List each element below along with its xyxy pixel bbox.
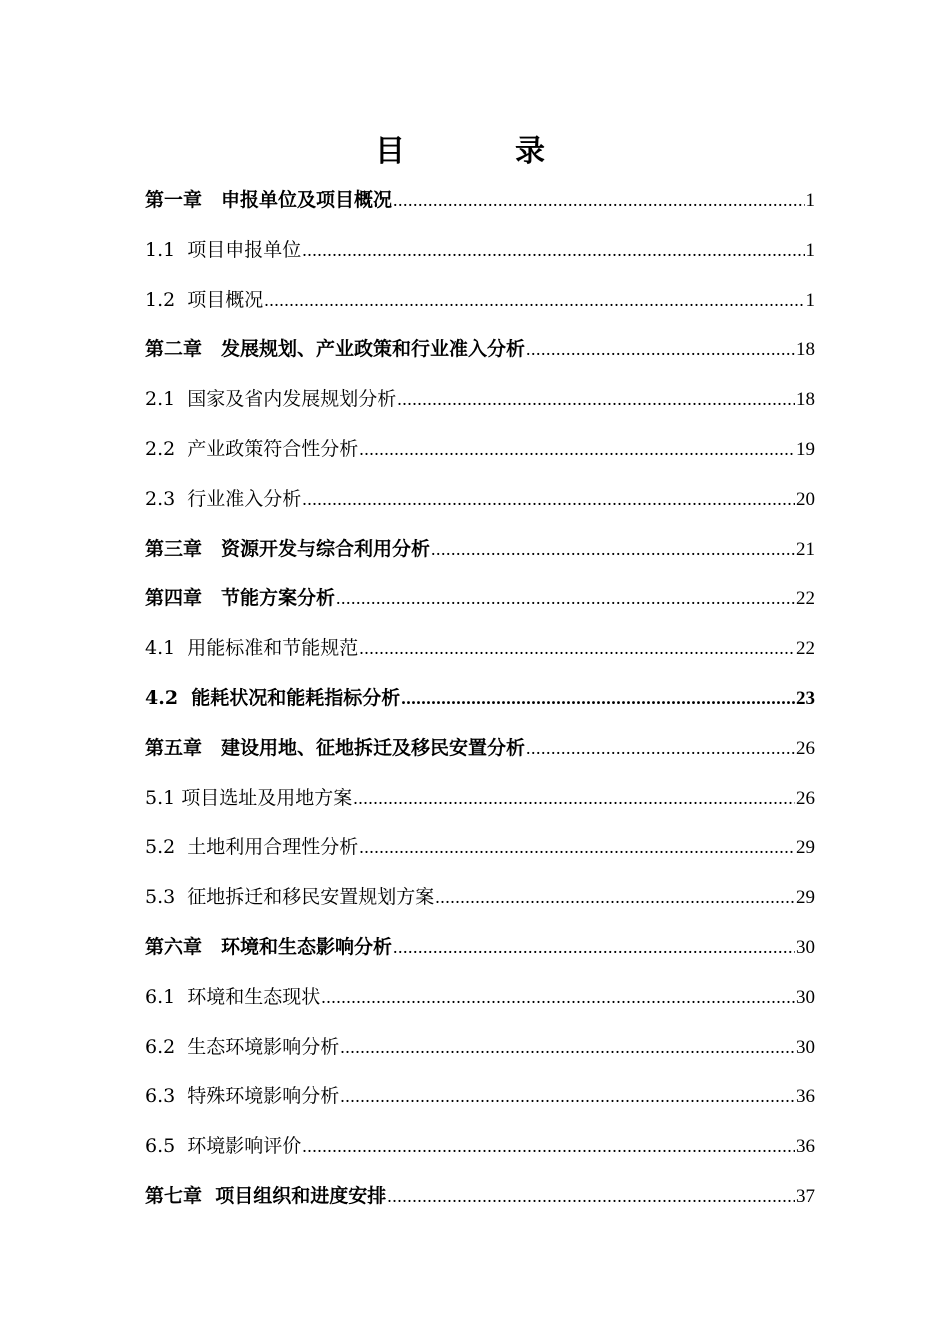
toc-entry-page: 26	[796, 737, 815, 759]
toc-leader-dots	[321, 974, 795, 1020]
toc-leader-dots	[393, 924, 795, 970]
toc-entry[interactable]	[145, 326, 815, 376]
toc-entry-page: 37	[796, 1185, 815, 1207]
toc-entry[interactable]	[145, 426, 815, 476]
toc-entry-label: 6.3 特殊环境影响分析	[145, 1085, 340, 1108]
toc-leader-dots	[302, 476, 795, 522]
toc-entry-page: 23	[796, 687, 815, 709]
toc-leader-dots	[401, 675, 795, 721]
toc-entry-page: 22	[796, 638, 815, 660]
toc-entry[interactable]	[145, 1024, 815, 1074]
toc-entry[interactable]	[145, 277, 815, 327]
toc-entry-page: 1	[805, 190, 815, 211]
toc-entry[interactable]	[145, 1073, 815, 1123]
toc-leader-dots	[302, 227, 804, 273]
toc-entry-label: 4.2 能耗状况和能耗指标分析	[145, 686, 401, 709]
toc-leader-dots	[340, 1073, 795, 1119]
toc-entry-page: 1	[805, 239, 815, 261]
toc-entry-page: 36	[796, 1086, 815, 1108]
toc-entry[interactable]	[145, 824, 815, 874]
toc-leader-dots	[302, 1123, 795, 1169]
toc-entry[interactable]	[145, 625, 815, 675]
toc-entry[interactable]	[145, 874, 815, 924]
toc-entry-label: 4.1 用能标准和节能规范	[145, 637, 359, 660]
toc-leader-dots	[387, 1173, 795, 1219]
toc-entry-page: 22	[796, 588, 815, 610]
toc-entry-page: 30	[796, 1036, 815, 1058]
toc-entry-page: 18	[796, 389, 815, 411]
toc-entry-label: 第二章 发展规划、产业政策和行业准入分析	[145, 338, 526, 361]
toc-entry-label: 6.2 生态环境影响分析	[145, 1035, 340, 1058]
toc-entry[interactable]	[145, 227, 815, 277]
toc-entry-label: 第四章 节能方案分析	[145, 587, 336, 610]
toc-entry[interactable]	[145, 526, 815, 576]
toc-entry-label: 第三章 资源开发与综合利用分析	[145, 537, 431, 560]
toc-entry-page: 1	[805, 289, 815, 311]
toc-entry-page: 36	[796, 1136, 815, 1158]
toc-entry-page: 30	[796, 936, 815, 958]
toc-entry-label: 第五章 建设用地、征地拆迁及移民安置分析	[145, 736, 526, 759]
toc-leader-dots	[353, 775, 795, 821]
toc-list	[145, 177, 815, 1223]
toc-leader-dots	[526, 326, 795, 372]
toc-entry-label: 第一章 申报单位及项目概况	[145, 189, 393, 211]
toc-entry-page: 30	[796, 986, 815, 1008]
toc-entry-label: 2.1 国家及省内发展规划分析	[145, 388, 397, 411]
toc-leader-dots	[431, 526, 795, 572]
toc-entry[interactable]	[145, 376, 815, 426]
toc-leader-dots	[359, 625, 795, 671]
toc-entry-label: 5.1 项目选址及用地方案	[145, 786, 353, 809]
toc-entry[interactable]	[145, 1123, 815, 1173]
toc-entry[interactable]	[145, 476, 815, 526]
toc-leader-dots	[340, 1024, 795, 1070]
toc-entry-page: 19	[796, 438, 815, 460]
toc-entry[interactable]	[145, 1173, 815, 1223]
toc-entry-label: 1.2 项目概况	[145, 288, 264, 311]
toc-entry-label: 2.3 行业准入分析	[145, 487, 302, 510]
toc-leader-dots	[397, 376, 795, 422]
toc-entry-page: 29	[796, 837, 815, 859]
toc-entry[interactable]	[145, 974, 815, 1024]
toc-leader-dots	[526, 725, 795, 771]
toc-entry-label: 6.1 环境和生态现状	[145, 985, 321, 1008]
toc-entry-page: 29	[796, 887, 815, 909]
toc-entry-label: 6.5 环境影响评价	[145, 1135, 302, 1158]
toc-entry-label: 5.3 征地拆迁和移民安置规划方案	[145, 886, 435, 909]
toc-entry[interactable]	[145, 775, 815, 825]
toc-entry-page: 18	[796, 339, 815, 361]
toc-leader-dots	[435, 874, 795, 920]
toc-entry-page: 26	[796, 787, 815, 809]
toc-entry[interactable]	[145, 575, 815, 625]
toc-entry-page: 20	[796, 488, 815, 510]
toc-entry-label: 第六章 环境和生态影响分析	[145, 935, 393, 958]
toc-leader-dots	[359, 824, 795, 870]
toc-entry[interactable]	[145, 725, 815, 775]
toc-leader-dots	[336, 575, 795, 621]
toc-entry[interactable]	[145, 177, 815, 227]
toc-entry[interactable]	[145, 924, 815, 974]
toc-leader-dots	[359, 426, 795, 472]
toc-title: 目 录	[375, 134, 585, 169]
toc-leader-dots	[264, 277, 804, 323]
toc-entry[interactable]	[145, 675, 815, 725]
toc-entry-page: 21	[796, 538, 815, 560]
toc-entry-label: 1.1 项目申报单位	[145, 238, 302, 261]
toc-leader-dots	[393, 177, 804, 223]
toc-entry-label: 2.2 产业政策符合性分析	[145, 437, 359, 460]
toc-entry-label: 5.2 土地利用合理性分析	[145, 836, 359, 859]
toc-entry-label: 第七章 项目组织和进度安排	[145, 1184, 387, 1207]
